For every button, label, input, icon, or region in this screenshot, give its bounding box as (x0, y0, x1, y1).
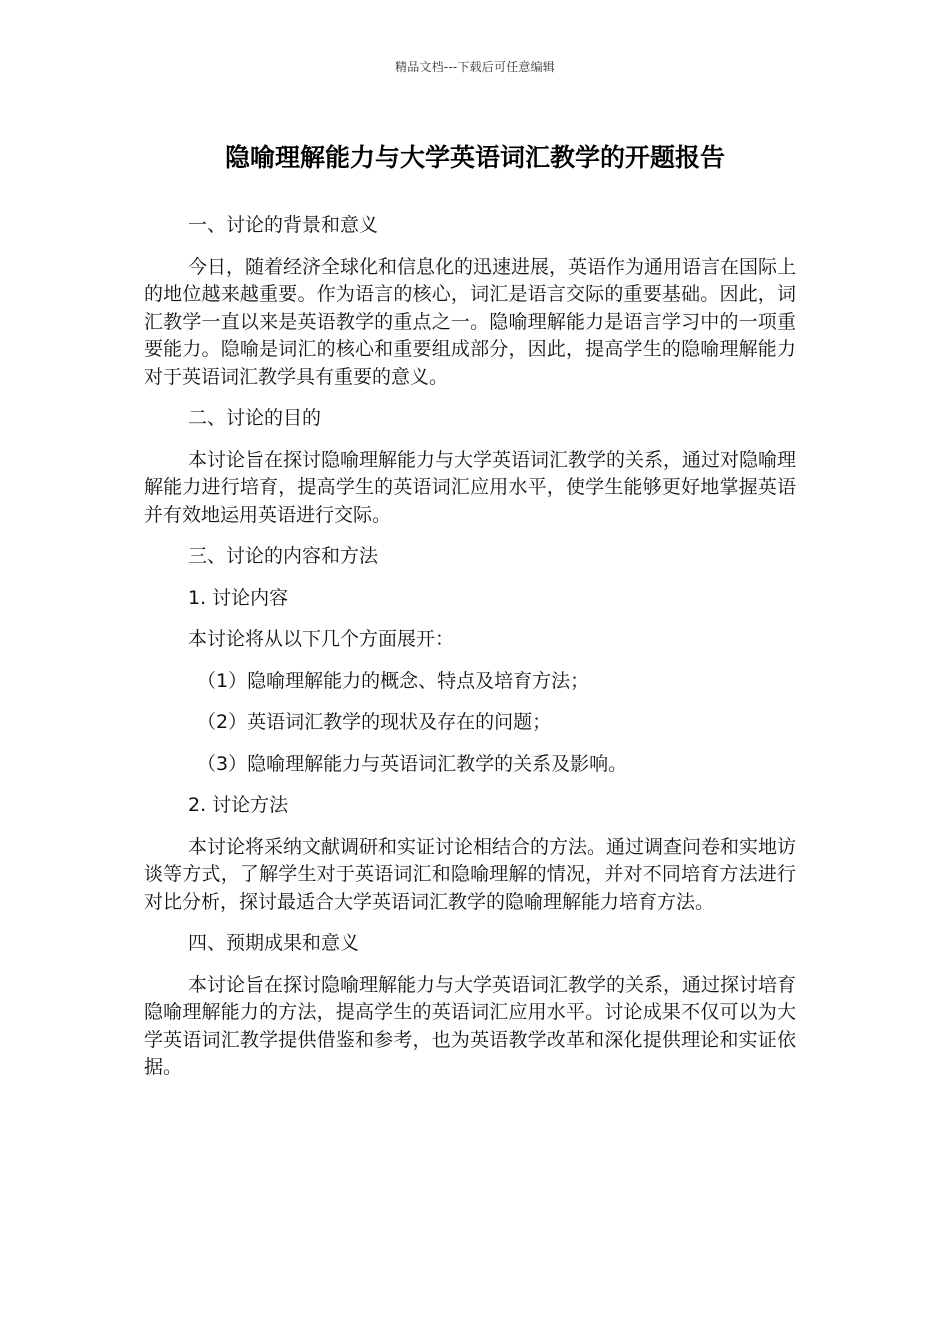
list-item-3: （3）隐喻理解能力与英语词汇教学的关系及影响。 (197, 752, 628, 775)
subheading-content: 1. 讨论内容 (188, 586, 289, 609)
paragraph-expected-results: 本讨论旨在探讨隐喻理解能力与大学英语词汇教学的关系，通过探讨培育隐喻理解能力的方法，提高学生的英语词汇应用水平。讨论成果不仅可以为大学英语词汇教学提供借鉴和参考，也为英语教学改革和深化提供理论和实证依据。 (144, 973, 797, 1078)
document-title: 隐喻理解能力与大学英语词汇教学的开题报告 (224, 143, 725, 172)
paragraph-purpose: 本讨论旨在探讨隐喻理解能力与大学英语词汇教学的关系，通过对隐喻理解能力进行培育，提高学生的英语词汇应用水平，使学生能够更好地掌握英语并有效地运用英语进行交际。 (144, 448, 797, 526)
list-item-1: （1）隐喻理解能力的概念、特点及培育方法； (197, 669, 590, 692)
section-heading-purpose: 二、讨论的目的 (188, 407, 322, 429)
list-item-2: （2）英语词汇教学的现状及存在的问题； (197, 711, 552, 733)
paragraph-background: 今日，随着经济全球化和信息化的迅速进展，英语作为通用语言在国际上的地位越来越重要。作为语言的核心，词汇是语言交际的重要基础。因此，词汇教学一直以来是英语教学的重点之一。隐喻理解能力是语言学习中的一项重要能力。隐喻是词汇的核心和重要组成部分，因此，提高学生的隐喻理解能力对于英语词汇教学具有重要的意义。 (144, 255, 797, 388)
section-heading-expected-results: 四、预期成果和意义 (188, 932, 360, 954)
paragraph-method: 本讨论将采纳文献调研和实证讨论相结合的方法。通过调查问卷和实地访谈等方式，了解学生对于英语词汇和隐喻理解的情况，并对不同培育方法进行对比分析，探讨最适合大学英语词汇教学的隐喻理解能力培育方法。 (144, 835, 797, 913)
section-heading-content-method: 三、讨论的内容和方法 (188, 545, 379, 567)
header-note: 精品文档---下载后可任意编辑 (395, 60, 555, 74)
document-body (144, 212, 796, 1096)
section-heading-background: 一、讨论的背景和意义 (188, 214, 379, 236)
subheading-method: 2. 讨论方法 (188, 794, 289, 816)
paragraph-content-intro: 本讨论将从以下几个方面展开： (188, 628, 455, 650)
